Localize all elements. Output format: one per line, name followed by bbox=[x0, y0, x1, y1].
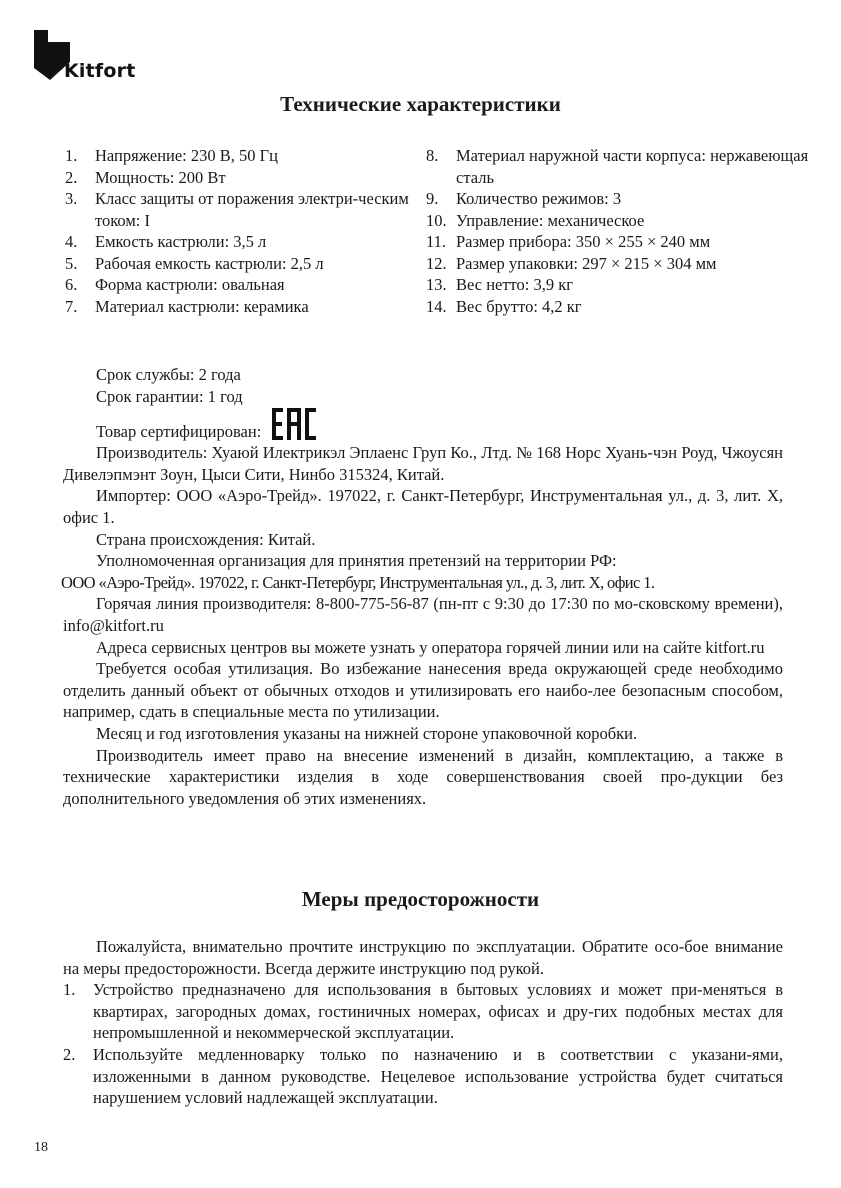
spec-item: 5. Рабочая емкость кастрюли: 2,5 л bbox=[65, 253, 324, 273]
spec-item: 12. Размер упаковки: 297 × 215 × 304 мм bbox=[426, 253, 717, 273]
spec-item: 1. Напряжение: 230 В, 50 Гц bbox=[65, 146, 279, 165]
spec-item: 8. Материал наружной части корпуса: нержавеющая сталь bbox=[426, 146, 809, 187]
spec-item: 14. Вес брутто: 4,2 кг bbox=[426, 296, 582, 316]
certified-label: Товар сертифицирован: bbox=[96, 421, 262, 441]
brand-name: Kitfort bbox=[64, 60, 136, 82]
safety-item: 2. Используйте медленноварку только по назначению и в соответствии с указани-ями, изложенными в данном руководстве. Нецелевое использование устройства будет считаться нарушением условий надлежащей эксплуатации. bbox=[63, 1044, 783, 1108]
spec-item: 13. Вес нетто: 3,9 кг bbox=[426, 275, 574, 294]
changes-notice: Производитель имеет право на внесение изменений в дизайн, комплектацию, а также в технические характеристики изделия в ходе совершенствования своей про-дукции без дополнительного уведомления об этих изменениях. bbox=[63, 745, 783, 808]
warranty: Срок гарантии: 1 год bbox=[96, 386, 243, 406]
spec-item: 4. Емкость кастрюли: 3,5 л bbox=[65, 232, 267, 251]
specs-title: Технические характеристики bbox=[280, 92, 561, 116]
certification-line bbox=[63, 407, 783, 442]
safety-item: 1. Устройство предназначено для использования в бытовых условиях и может при-меняться в квартирах, загородных домах, гостиничных номерах, офисах и дру-гих подобных местах для непромышленной и некоммерческой эксплуатации. bbox=[63, 980, 783, 1043]
safety-title: Меры предосторожности bbox=[301, 887, 540, 911]
authorized-organization-address: ООО «Аэро-Трейд». 197022, г. Санкт-Петербург, Инструментальная ул., д. 3, лит. Х, офис 1. bbox=[61, 572, 655, 592]
spec-item: 6. Форма кастрюли: овальная bbox=[65, 275, 285, 294]
service-centers: Адреса сервисных центров вы можете узнать у оператора горячей линии или на сайте kitfort.ru bbox=[96, 637, 765, 657]
spec-item: 3. Класс защиты от поражения электри-ческим током: I bbox=[65, 189, 409, 230]
spec-item: 7. Материал кастрюли: керамика bbox=[65, 296, 309, 316]
importer: Импортер: ООО «Аэро-Трейд». 197022, г. Санкт-Петербург, Инструментальная ул., д. 3, лит. Х, офис 1. bbox=[63, 486, 783, 527]
specs-list-left bbox=[65, 145, 415, 317]
spec-item: 2. Мощность: 200 Вт bbox=[65, 167, 226, 187]
specs-list-right bbox=[426, 145, 826, 317]
safety-intro: Пожалуйста, внимательно прочтите инструкцию по эксплуатации. Обратите осо-бое внимание на меры предосторожности. Всегда держите инструкцию под рукой. bbox=[63, 937, 783, 978]
product-info bbox=[63, 364, 783, 809]
page-number: 18 bbox=[34, 1140, 48, 1155]
spec-item: 10. Управление: механическое bbox=[426, 210, 645, 230]
eac-mark-icon bbox=[271, 407, 317, 441]
spec-item: 9. Количество режимов: 3 bbox=[426, 189, 622, 208]
authorized-organization: Уполномоченная организация для принятия претензий на территории РФ: bbox=[96, 551, 617, 571]
service-life: Срок службы: 2 года bbox=[96, 365, 241, 384]
country-of-origin: Страна происхождения: Китай. bbox=[96, 529, 316, 549]
safety-section bbox=[63, 936, 783, 1109]
manufacture-date-notice: Месяц и год изготовления указаны на нижней стороне упаковочной коробки. bbox=[96, 723, 638, 743]
kitfort-logo bbox=[34, 30, 136, 80]
hotline: Горячая линия производителя: 8-800-775-56-87 (пн-пт с 9:30 до 17:30 по мо-сковскому времени), info@kitfort.ru bbox=[63, 594, 783, 635]
spec-item: 11. Размер прибора: 350 × 255 × 240 мм bbox=[426, 232, 711, 251]
disposal-notice: Требуется особая утилизация. Во избежание нанесения вреда окружающей среде необходимо отделить данный объект от обычных отходов и утилизировать его наибо-лее безопасным способом, например, сдать в специальные места по утилизации. bbox=[63, 659, 783, 722]
manufacturer: Производитель: Хуаюй Илектрикэл Эплаенс Груп Ко., Лтд. № 168 Норс Хуань-чэн Роуд, Чжоусян Дивелэпмэнт Зоун, Цыси Сити, Нинбо 315324, Китай. bbox=[63, 443, 783, 484]
